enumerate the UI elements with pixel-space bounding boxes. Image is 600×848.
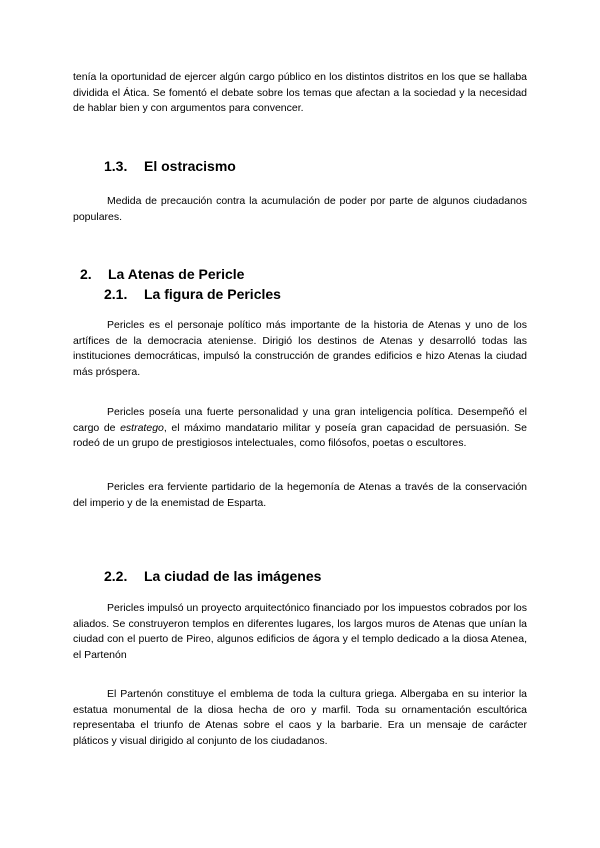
italic-term: estratego (120, 421, 164, 434)
text-segment: Pericles poseía una fuerte personalidad y una gran inteligencia política. Desempeñó el cargo de (73, 406, 527, 434)
heading-number: 2.1. (104, 286, 128, 302)
paragraph-parthenon: El Partenón constituye el emblema de toda la cultura griega. Albergaba en su interior la estatua monumental de la diosa hecha de oro y marfil. Toda su ornamentación escultórica representaba el triunfo de Atenas sobre el caos y la barbarie. Era un mensaje de carácter pláticos y visual dirigido al conjunto de los ciudadanos. (73, 688, 527, 747)
paragraph-ostracism: Medida de precaución contra la acumulación de poder por parte de algunos ciudadanos populares. (73, 195, 527, 223)
heading-title: La Atenas de Pericle (108, 266, 245, 282)
heading-title: La figura de Pericles (144, 286, 281, 302)
heading-title: La ciudad de las imágenes (144, 568, 322, 584)
text-segment: , el máximo mandatario militar y poseía gran capacidad de persuasión. Se rodeó de un grupo de prestigiosos intelectuales, como filósofos, poetas o escultores. (73, 421, 527, 450)
heading-number: 1.3. (104, 158, 128, 174)
paragraph-pericles-hegemony: Pericles era ferviente partidario de la hegemonía de Atenas a través de la conservación del imperio y de la enemistad de Esparta. (73, 481, 527, 509)
paragraph-pericles-intro: Pericles es el personaje político más importante de la historia de Atenas y uno de los artífices de la democracia ateniense. Dirigió los destinos de Atenas y desarrolló todas las instituciones democráticas, impulsó la construcción de grandes edificios e hizo Atenas la ciudad más próspera. (73, 319, 527, 378)
heading-2-2 (104, 568, 321, 584)
heading-2 (80, 266, 244, 282)
paragraph-pericles-personality (73, 405, 527, 452)
paragraph-architecture: Pericles impulsó un proyecto arquitectónico financiado por los impuestos cobrados por los aliados. Se construyeron templos en diferentes lugares, los largos muros de Atenas que unían la ciudad con el puerto de Pireo, algunos edificios de ágora y el templo dedicado a la diosa Atenea, el Partenón (73, 602, 527, 661)
paragraph-democracy-continued: tenía la oportunidad de ejercer algún cargo público en los distintos distritos en los que se hallaba dividida el Ática. Se fomentó el debate sobre los temas que afectan a la sociedad y la necesidad de hablar bien y con argumentos para convencer. (73, 71, 527, 115)
heading-title: El ostracismo (144, 158, 236, 174)
heading-1-3 (104, 158, 236, 174)
heading-2-1 (104, 286, 281, 302)
heading-number: 2.2. (104, 568, 128, 584)
heading-number: 2. (80, 266, 92, 282)
